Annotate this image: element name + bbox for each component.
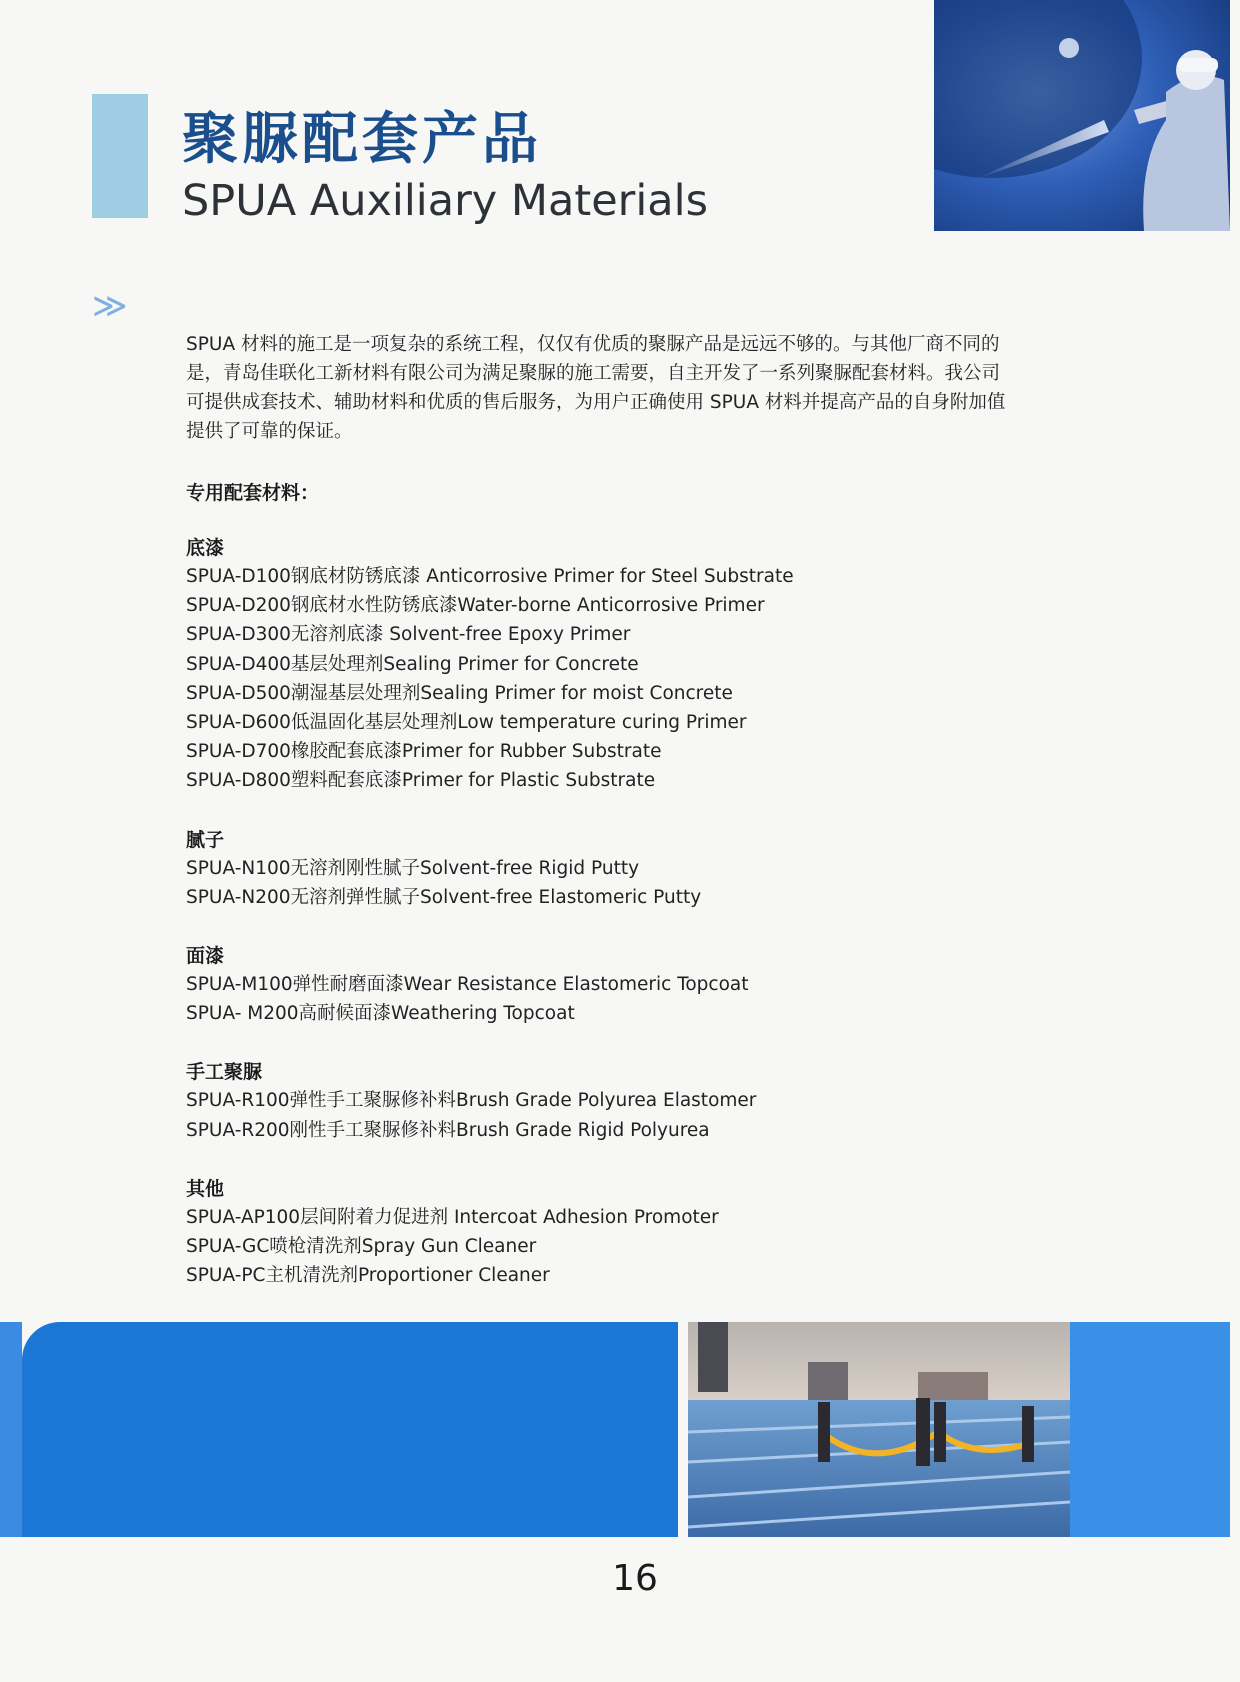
product-list bbox=[186, 1203, 1006, 1291]
product-item: SPUA-D400基层处理剂Sealing Primer for Concrete bbox=[186, 653, 639, 675]
product-item: SPUA-R100弹性手工聚脲修补料Brush Grade Polyurea Elastomer bbox=[186, 1090, 757, 1112]
bottom-right-blue-block bbox=[1070, 1322, 1230, 1537]
product-item: SPUA-D100钢底材防锈底漆 Anticorrosive Primer for Steel Substrate bbox=[186, 566, 794, 587]
rooftop-workers-photo bbox=[688, 1322, 1070, 1537]
page-title-english: SPUA Auxiliary Materials bbox=[182, 176, 708, 226]
product-item: SPUA-D600低温固化基层处理剂Low temperature curing Primer bbox=[186, 712, 747, 734]
product-item: SPUA-M100弹性耐磨面漆Wear Resistance Elastomeric Topcoat bbox=[186, 974, 749, 996]
product-item: SPUA-GC喷枪清洗剂Spray Gun Cleaner bbox=[186, 1236, 537, 1258]
title-accent-bar bbox=[92, 94, 148, 218]
product-list bbox=[186, 1086, 1006, 1144]
product-list bbox=[186, 854, 1006, 912]
page-number: 16 bbox=[612, 1558, 658, 1599]
section-title: 手工聚脲 bbox=[186, 1061, 263, 1084]
page-title-chinese: 聚脲配套产品 bbox=[182, 107, 542, 172]
product-sections bbox=[186, 534, 1006, 1320]
product-item: SPUA-AP100层间附着力促进剂 Intercoat Adhesion Promoter bbox=[186, 1206, 719, 1228]
bottom-blue-panel bbox=[22, 1322, 678, 1537]
section-hand-polyurea bbox=[186, 1058, 1006, 1144]
bottom-left-blue-edge bbox=[0, 1322, 22, 1537]
product-list bbox=[186, 970, 1006, 1028]
product-item: SPUA-D800塑料配套底漆Primer for Plastic Substrate bbox=[186, 770, 656, 792]
product-item: SPUA-D500潮湿基层处理剂Sealing Primer for moist Concrete bbox=[186, 682, 733, 704]
spray-worker-photo bbox=[934, 0, 1230, 231]
section-other bbox=[186, 1175, 1006, 1291]
section-title: 其他 bbox=[186, 1177, 225, 1200]
intro-paragraph: SPUA 材料的施工是一项复杂的系统工程，仅仅有优质的聚脲产品是远远不够的。与其他厂商不同的是，青岛佳联化工新材料有限公司为满足聚脲的施工需要，自主开发了一系列聚脲配套材料。我公司可提供成套技术、辅助材料和优质的售后服务，为用户正确使用 SPUA 材料并提高产品的自身附加值提供了可靠的保证。 bbox=[186, 334, 1006, 442]
section-primer bbox=[186, 534, 1006, 796]
double-chevron-right-icon: ≫ bbox=[92, 286, 128, 326]
section-title: 腻子 bbox=[186, 828, 225, 851]
product-item: SPUA-N200无溶剂弹性腻子Solvent-free Elastomeric Putty bbox=[186, 886, 702, 908]
section-title: 底漆 bbox=[186, 537, 225, 559]
product-item: SPUA-PC主机清洗剂Proportioner Cleaner bbox=[186, 1265, 550, 1287]
product-item: SPUA-N100无溶剂刚性腻子Solvent-free Rigid Putty bbox=[186, 857, 640, 879]
product-item: SPUA-D700橡胶配套底漆Primer for Rubber Substrate bbox=[186, 741, 662, 763]
product-list bbox=[186, 562, 1006, 796]
section-title: 面漆 bbox=[186, 945, 225, 968]
section-putty bbox=[186, 826, 1006, 912]
product-item: SPUA-D300无溶剂底漆 Solvent-free Epoxy Primer bbox=[186, 624, 631, 646]
dedicated-materials-heading: 专用配套材料： bbox=[186, 482, 320, 504]
product-item: SPUA-D200钢底材水性防锈底漆Water-borne Anticorrosive Primer bbox=[186, 595, 765, 617]
section-topcoat bbox=[186, 942, 1006, 1028]
product-item: SPUA-R200刚性手工聚脲修补料Brush Grade Rigid Polyurea bbox=[186, 1119, 710, 1141]
product-item: SPUA- M200高耐候面漆Weathering Topcoat bbox=[186, 1003, 575, 1025]
